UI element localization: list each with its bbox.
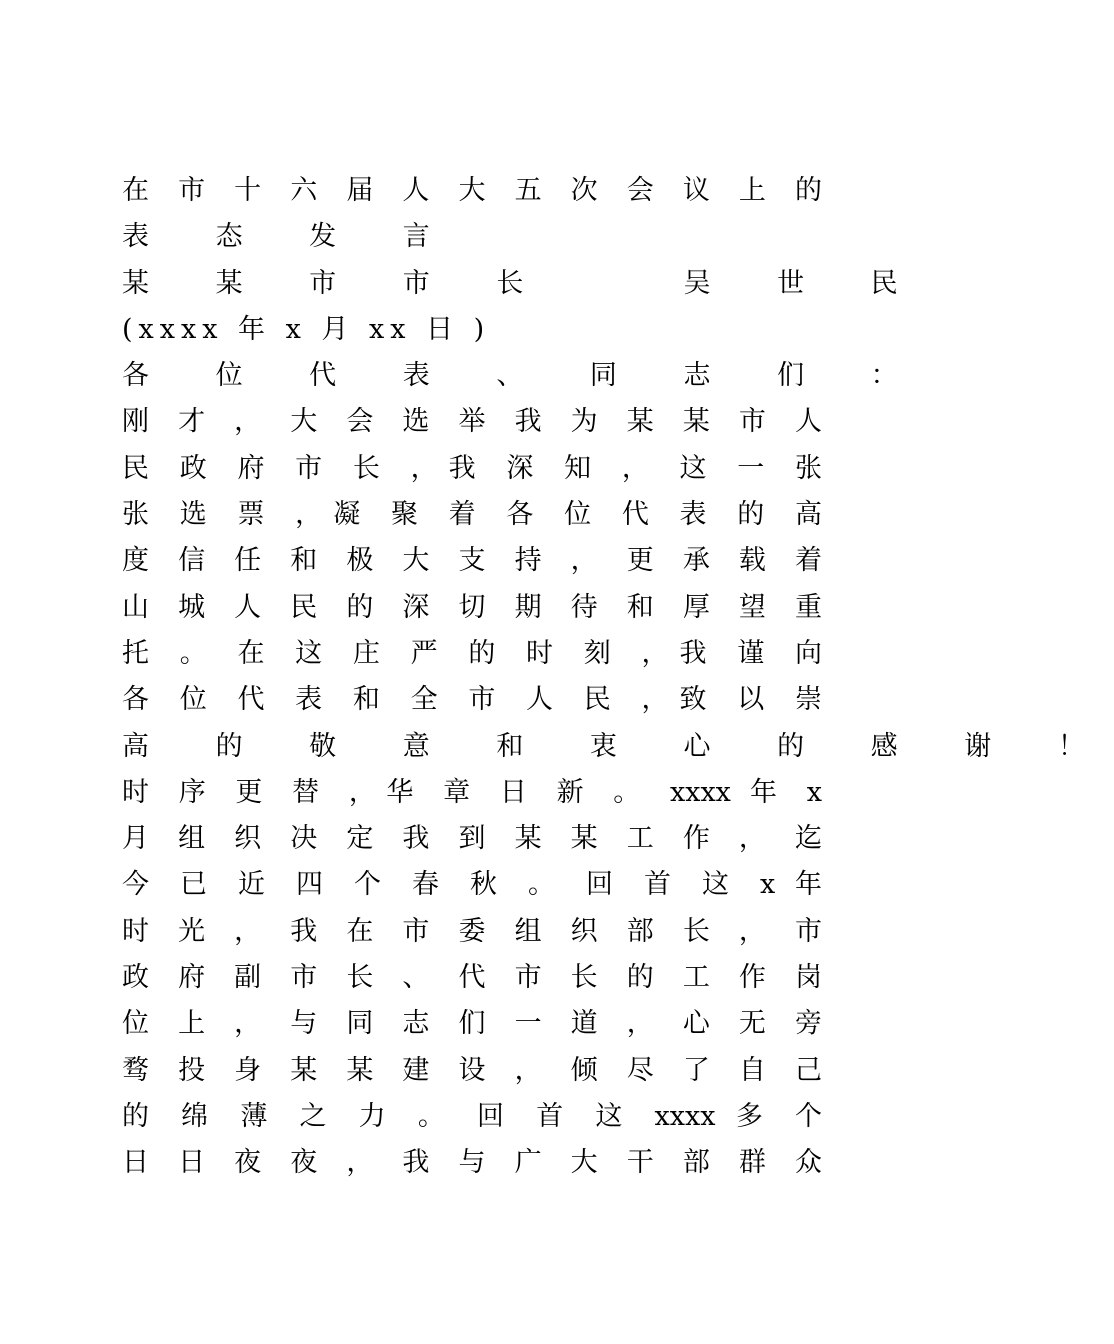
body-line: 山 城 人 民 的 深 切 期 待 和 厚 望 重: [122, 591, 822, 623]
body-line: 的 绵 薄 之 力 。 回 首 这 xxxx 多 个: [122, 1100, 822, 1132]
body-line: 高 的 敬 意 和 衷 心 的 感 谢 ！: [122, 730, 1114, 762]
body-line: 时 光 ， 我 在 市 委 组 织 部 长 ， 市: [122, 915, 822, 947]
body-line: 时 序 更 替 ，华 章 日 新 。 xxxx 年 x: [122, 776, 822, 808]
speaker-line: 某 某 市 市 长 吴 世 民: [122, 267, 927, 299]
title-line-1: 在 市 十 六 届 人 大 五 次 会 议 上 的: [122, 175, 822, 206]
body-line: 骛 投 身 某 某 建 设 ， 倾 尽 了 自 己: [122, 1054, 822, 1086]
salutation-line: 各 位 代 表 、 同 志 们 ：: [122, 360, 927, 392]
body-line: 度 信 任 和 极 大 支 持 ， 更 承 载 着: [122, 545, 822, 577]
body-line: 各 位 代 表 和 全 市 人 民 ，致 以 崇: [122, 684, 822, 716]
speech-text: [122, 168, 1114, 1187]
body-line: 张 选 票 ，凝 聚 着 各 位 代 表 的 高: [122, 499, 822, 531]
body-line: 位 上 ， 与 同 志 们 一 道 ， 心 无 旁: [122, 1008, 822, 1040]
date-line: (xxxx 年 x 月 xx 日 ): [122, 313, 491, 345]
body-line: 月 组 织 决 定 我 到 某 某 工 作 ， 迄: [122, 823, 822, 855]
body-line: 刚 才 ， 大 会 选 举 我 为 某 某 市 人: [122, 406, 822, 438]
body-line: 民 政 府 市 长 ，我 深 知 ， 这 一 张: [122, 452, 822, 484]
body-line: 日 日 夜 夜 ， 我 与 广 大 干 部 群 众: [122, 1147, 822, 1179]
body-line: 政 府 副 市 长 、 代 市 长 的 工 作 岗: [122, 962, 822, 994]
body-line: 今 已 近 四 个 春 秋 。 回 首 这 x 年: [122, 869, 822, 901]
body-line: 托 。 在 这 庄 严 的 时 刻 ，我 谨 向: [122, 637, 822, 669]
title-line-2: 表 态 发 言: [122, 221, 459, 253]
